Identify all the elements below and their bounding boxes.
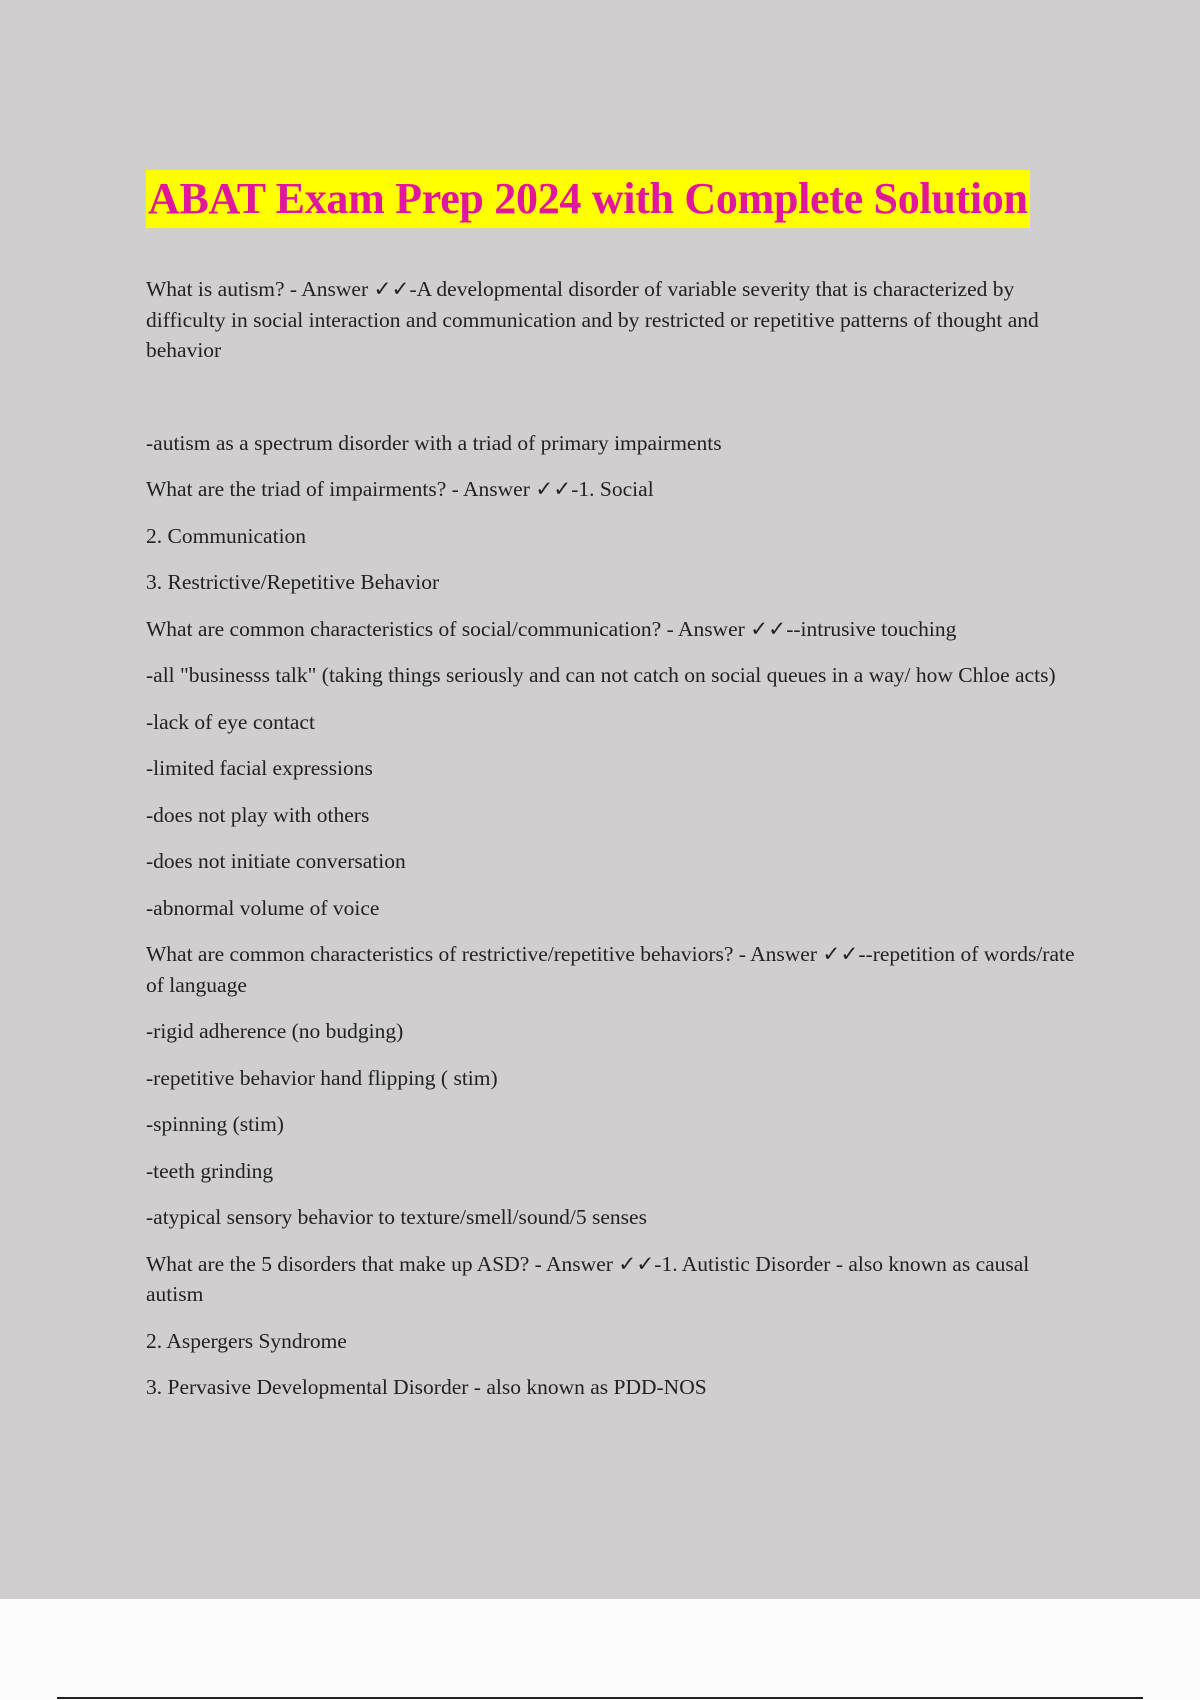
title-highlight [146,170,1030,228]
answer-line: -teeth grinding [146,1158,274,1183]
answer-line: -does not initiate conversation [146,849,406,873]
answer-line: -rigid adherence (no budging) [146,1019,404,1043]
question-line: What are common characteristics of social/communication? - Answer ✓✓--intrusive touching [146,616,957,641]
answer-line: -all "businesss talk" (taking things seriously and can not catch on social queues in a way/ how Chloe acts) [146,663,1056,687]
answer-line: -abnormal volume of voice [146,895,380,920]
question-line: What are the triad of impairments? - Answer ✓✓-1. Social [146,477,654,501]
answer-line: 3. Restrictive/Repetitive Behavior [146,570,440,594]
answer-line: -repetitive behavior hand flipping ( stim) [146,1065,498,1090]
answer-line: -does not play with others [146,802,370,827]
answer-line: 2. Aspergers Syndrome [146,1328,347,1353]
answer-line: -spinning (stim) [146,1112,284,1136]
answer-paragraph: What is autism? - Answer ✓✓-A developmental disorder of variable severity that is characterized by difficulty in social interaction and communication and by restricted or repetitive patterns of thought and behavior [146,277,1039,362]
answer-line: 2. Communication [146,523,307,548]
answer-line: 3. Pervasive Developmental Disorder - also known as PDD-NOS [146,1375,707,1399]
question-line: What are common characteristics of restrictive/repetitive behaviors? - Answer ✓✓--repetition of words/rate of language [146,942,1075,997]
document-title: ABAT Exam Prep 2024 with Complete Solution [148,174,1028,223]
answer-line: -atypical sensory behavior to texture/smell/sound/5 senses [146,1205,647,1229]
answer-line: -autism as a spectrum disorder with a triad of primary impairments [146,430,722,455]
answer-line: -lack of eye contact [146,709,315,734]
footer-divider [57,1697,1143,1699]
document-body [146,274,1091,1419]
answer-line: -limited facial expressions [146,756,373,780]
question-line: What are the 5 disorders that make up ASD? - Answer ✓✓-1. Autistic Disorder - also known as causal autism [146,1251,1030,1306]
